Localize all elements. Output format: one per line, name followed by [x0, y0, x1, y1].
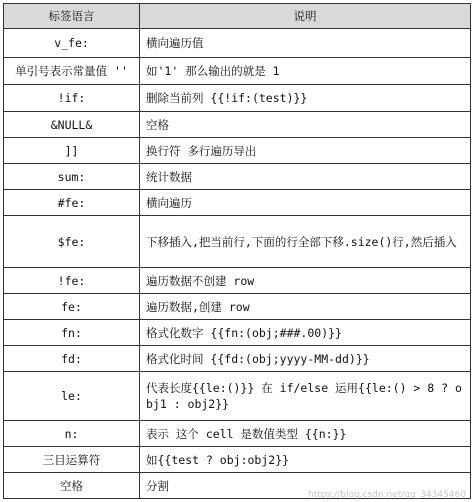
table-row: [4, 372, 471, 421]
desc-cell: 横向遍历: [140, 190, 471, 216]
tag-cell: fe:: [4, 294, 140, 320]
desc-cell: 下移插入,把当前行,下面的行全部下移.size()行,然后插入: [140, 216, 471, 268]
watermark-text: https://blog.csdn.net/qq_34345460: [307, 490, 466, 500]
tag-cell: $fe:: [4, 216, 140, 268]
tag-cell: ]]: [4, 138, 140, 164]
table-header-row: [4, 4, 471, 29]
syntax-table: [3, 3, 471, 499]
desc-cell: 如{{test ? obj:obj2}}: [140, 447, 471, 473]
table-row: [4, 85, 471, 112]
desc-cell: 如'1' 那么输出的就是 1: [140, 58, 471, 85]
header-desc-column: 说明: [140, 4, 471, 29]
tag-cell: sum:: [4, 164, 140, 190]
desc-cell: 删除当前列 {{!if:(test)}}: [140, 85, 471, 112]
desc-cell: 空格: [140, 112, 471, 138]
table-row: [4, 112, 471, 138]
header-tag-column: 标签语言: [4, 4, 140, 29]
table-row: [4, 164, 471, 190]
desc-cell: 横向遍历值: [140, 29, 471, 58]
tag-cell: !if:: [4, 85, 140, 112]
desc-cell: 格式化数字 {{fn:(obj;###.00)}}: [140, 320, 471, 346]
table-row: [4, 320, 471, 346]
tag-cell: le:: [4, 372, 140, 421]
tag-cell: 空格: [4, 473, 140, 499]
desc-cell: 代表长度{{le:()}} 在 if/else 运用{{le:() > 8 ? obj1 : obj2}}: [140, 372, 471, 421]
table-row: [4, 190, 471, 216]
desc-cell: 遍历数据不创建 row: [140, 268, 471, 294]
table-row: [4, 58, 471, 85]
table-row: [4, 216, 471, 268]
tag-cell: fd:: [4, 346, 140, 372]
desc-cell: 格式化时间 {{fd:(obj;yyyy-MM-dd)}}: [140, 346, 471, 372]
tag-cell: n:: [4, 421, 140, 447]
tag-cell: !fe:: [4, 268, 140, 294]
table-row: [4, 29, 471, 58]
table-row: [4, 421, 471, 447]
desc-cell: 表示 这个 cell 是数值类型 {{n:}}: [140, 421, 471, 447]
tag-cell: 三目运算符: [4, 447, 140, 473]
table-row: [4, 346, 471, 372]
desc-cell: 统计数据: [140, 164, 471, 190]
desc-cell: 分割: [140, 473, 471, 499]
tag-cell: 单引号表示常量值 '': [4, 58, 140, 85]
desc-cell: 遍历数据,创建 row: [140, 294, 471, 320]
table-row: [4, 294, 471, 320]
tag-cell: v_fe:: [4, 29, 140, 58]
tag-cell: &NULL&: [4, 112, 140, 138]
table-row: [4, 268, 471, 294]
desc-cell: 换行符 多行遍历导出: [140, 138, 471, 164]
table-row: [4, 447, 471, 473]
tag-cell: #fe:: [4, 190, 140, 216]
table-row: [4, 138, 471, 164]
tag-cell: fn:: [4, 320, 140, 346]
